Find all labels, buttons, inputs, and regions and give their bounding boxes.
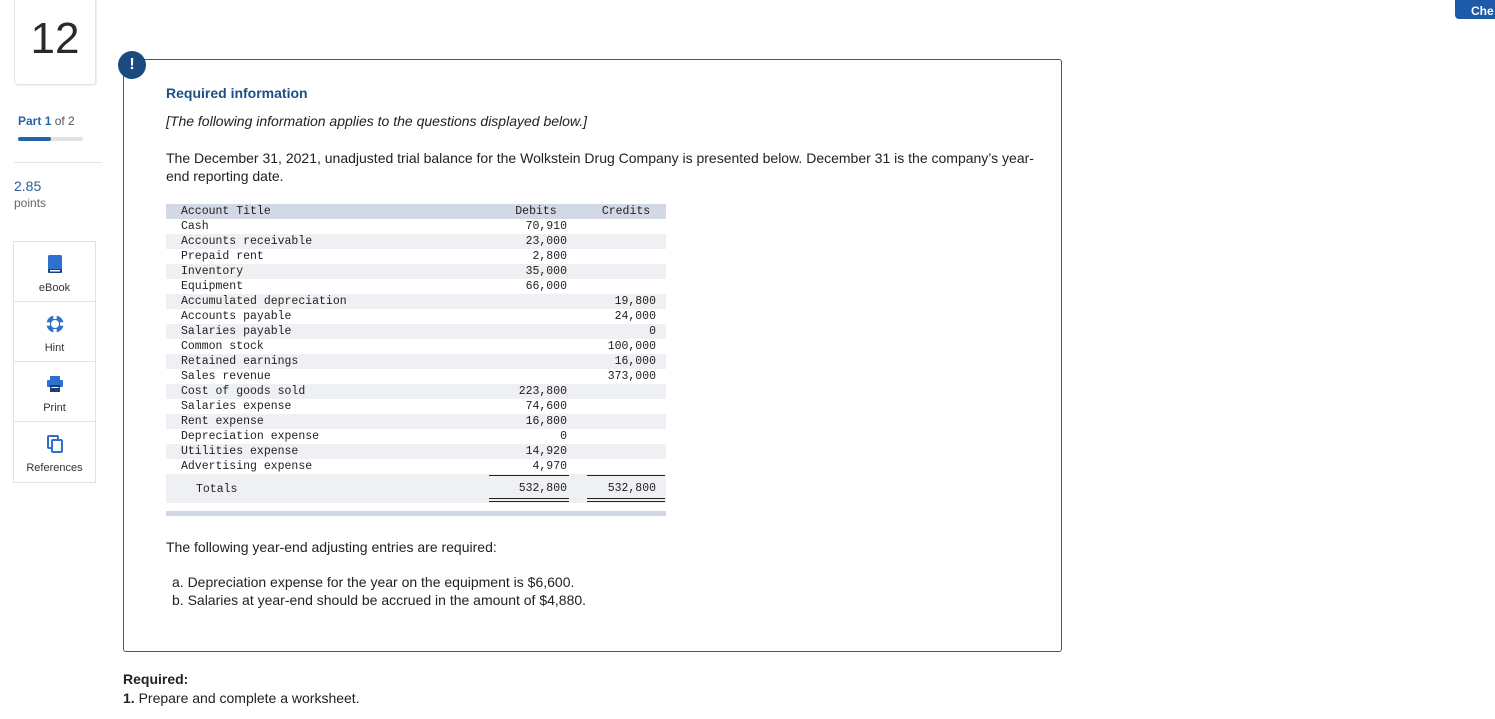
account-title-cell: Sales revenue bbox=[181, 370, 271, 383]
account-title-cell: Cash bbox=[181, 220, 209, 233]
references-label: References bbox=[26, 462, 83, 474]
required-item bbox=[123, 690, 360, 706]
printer-icon bbox=[45, 374, 65, 394]
debit-cell: 66,000 bbox=[525, 280, 567, 293]
header-credits: Credits bbox=[601, 205, 651, 218]
account-title-cell: Inventory bbox=[181, 265, 244, 278]
required-heading: Required: bbox=[123, 671, 189, 687]
part-label: Part bbox=[18, 114, 42, 128]
part-current: 1 bbox=[44, 114, 52, 128]
totals-label: Totals bbox=[196, 483, 238, 496]
required-item-number: 1. bbox=[123, 690, 135, 706]
adjustments-list bbox=[172, 573, 586, 609]
credit-cell: 0 bbox=[649, 325, 656, 338]
debit-cell: 4,970 bbox=[532, 460, 567, 473]
debit-cell: 16,800 bbox=[525, 415, 567, 428]
credits-double-underline bbox=[587, 498, 665, 502]
tools-panel bbox=[13, 241, 96, 483]
credit-cell: 19,800 bbox=[614, 295, 656, 308]
rail-divider bbox=[14, 162, 102, 163]
check-my-work-button[interactable]: Che bbox=[1455, 0, 1495, 19]
adjustments-intro: The following year-end adjusting entries are required: bbox=[166, 539, 497, 555]
header-debits: Debits bbox=[515, 205, 557, 218]
part-indicator bbox=[18, 114, 75, 128]
account-title-cell: Equipment bbox=[181, 280, 244, 293]
required-info-subtitle: [The following information applies to the questions displayed below.] bbox=[166, 113, 588, 129]
table-row bbox=[166, 309, 666, 324]
adjustment-item: b. Salaries at year-end should be accrued in the amount of $4,880. bbox=[172, 592, 587, 608]
account-title-cell: Accumulated depreciation bbox=[181, 295, 347, 308]
debit-cell: 0 bbox=[560, 430, 567, 443]
debits-double-underline bbox=[489, 498, 569, 502]
question-number: 12 bbox=[30, 14, 80, 63]
hint-button[interactable] bbox=[14, 302, 95, 362]
account-title-cell: Advertising expense bbox=[181, 460, 313, 473]
table-header bbox=[166, 204, 666, 219]
debit-cell: 2,800 bbox=[532, 250, 567, 263]
references-button[interactable] bbox=[14, 422, 95, 482]
account-title-cell: Salaries payable bbox=[181, 325, 292, 338]
account-title-cell: Accounts payable bbox=[181, 310, 292, 323]
table-row bbox=[166, 429, 666, 444]
problem-intro: The December 31, 2021, unadjusted trial balance for the Wolkstein Drug Company is presented below. December 31 is the company’s year-end reporting date. bbox=[166, 150, 1034, 184]
table-row bbox=[166, 294, 666, 309]
totals-row bbox=[166, 474, 666, 503]
account-title-cell: Accounts receivable bbox=[181, 235, 313, 248]
adjustment-item: a. Depreciation expense for the year on the equipment is $6,600. bbox=[172, 574, 575, 590]
account-title-cell: Prepaid rent bbox=[181, 250, 264, 263]
table-row bbox=[166, 369, 666, 384]
debit-cell: 74,600 bbox=[525, 400, 567, 413]
part-of: of 2 bbox=[54, 114, 75, 128]
book-icon bbox=[45, 254, 65, 274]
table-row bbox=[166, 444, 666, 459]
totals-credit: 532,800 bbox=[607, 482, 656, 495]
debit-cell: 23,000 bbox=[525, 235, 567, 248]
credit-cell: 16,000 bbox=[614, 355, 656, 368]
copy-icon bbox=[45, 434, 65, 454]
debit-cell: 70,910 bbox=[525, 220, 567, 233]
credit-cell: 100,000 bbox=[607, 340, 656, 353]
required-info-title: Required information bbox=[166, 85, 308, 101]
trial-balance-table bbox=[166, 204, 666, 516]
table-row bbox=[166, 234, 666, 249]
debit-cell: 14,920 bbox=[525, 445, 567, 458]
table-row bbox=[166, 459, 666, 474]
account-title-cell: Utilities expense bbox=[181, 445, 299, 458]
credit-cell: 373,000 bbox=[607, 370, 656, 383]
totals-debit: 532,800 bbox=[518, 482, 567, 495]
question-number-card bbox=[14, 0, 96, 85]
part-progress-fill bbox=[18, 137, 51, 141]
table-row bbox=[166, 339, 666, 354]
ebook-label: eBook bbox=[38, 282, 71, 294]
print-label: Print bbox=[43, 402, 66, 414]
table-row bbox=[166, 264, 666, 279]
account-title-cell: Cost of goods sold bbox=[181, 385, 306, 398]
table-row bbox=[166, 384, 666, 399]
account-title-cell: Salaries expense bbox=[181, 400, 292, 413]
table-row bbox=[166, 399, 666, 414]
ebook-button[interactable] bbox=[14, 242, 95, 302]
table-row bbox=[166, 219, 666, 234]
print-button[interactable] bbox=[14, 362, 95, 422]
table-row bbox=[166, 279, 666, 294]
account-title-cell: Rent expense bbox=[181, 415, 264, 428]
header-account-title: Account Title bbox=[181, 205, 271, 218]
debit-cell: 35,000 bbox=[525, 265, 567, 278]
credits-underline bbox=[587, 475, 665, 476]
table-row bbox=[166, 324, 666, 339]
hint-label: Hint bbox=[44, 342, 65, 354]
table-bottom-bar bbox=[166, 511, 666, 516]
account-title-cell: Depreciation expense bbox=[181, 430, 320, 443]
account-title-cell: Retained earnings bbox=[181, 355, 299, 368]
debit-cell: 223,800 bbox=[518, 385, 567, 398]
required-item-text: Prepare and complete a worksheet. bbox=[138, 690, 360, 706]
debits-underline bbox=[489, 475, 569, 476]
credit-cell: 24,000 bbox=[614, 310, 656, 323]
alert-icon: ! bbox=[118, 51, 146, 79]
points-value: 2.85 bbox=[14, 178, 42, 194]
lifebuoy-icon bbox=[45, 314, 65, 334]
part-progress-bar bbox=[18, 137, 83, 141]
points-label: points bbox=[14, 196, 47, 210]
table-row bbox=[166, 249, 666, 264]
table-row bbox=[166, 414, 666, 429]
table-body bbox=[166, 219, 666, 474]
table-row bbox=[166, 354, 666, 369]
account-title-cell: Common stock bbox=[181, 340, 264, 353]
